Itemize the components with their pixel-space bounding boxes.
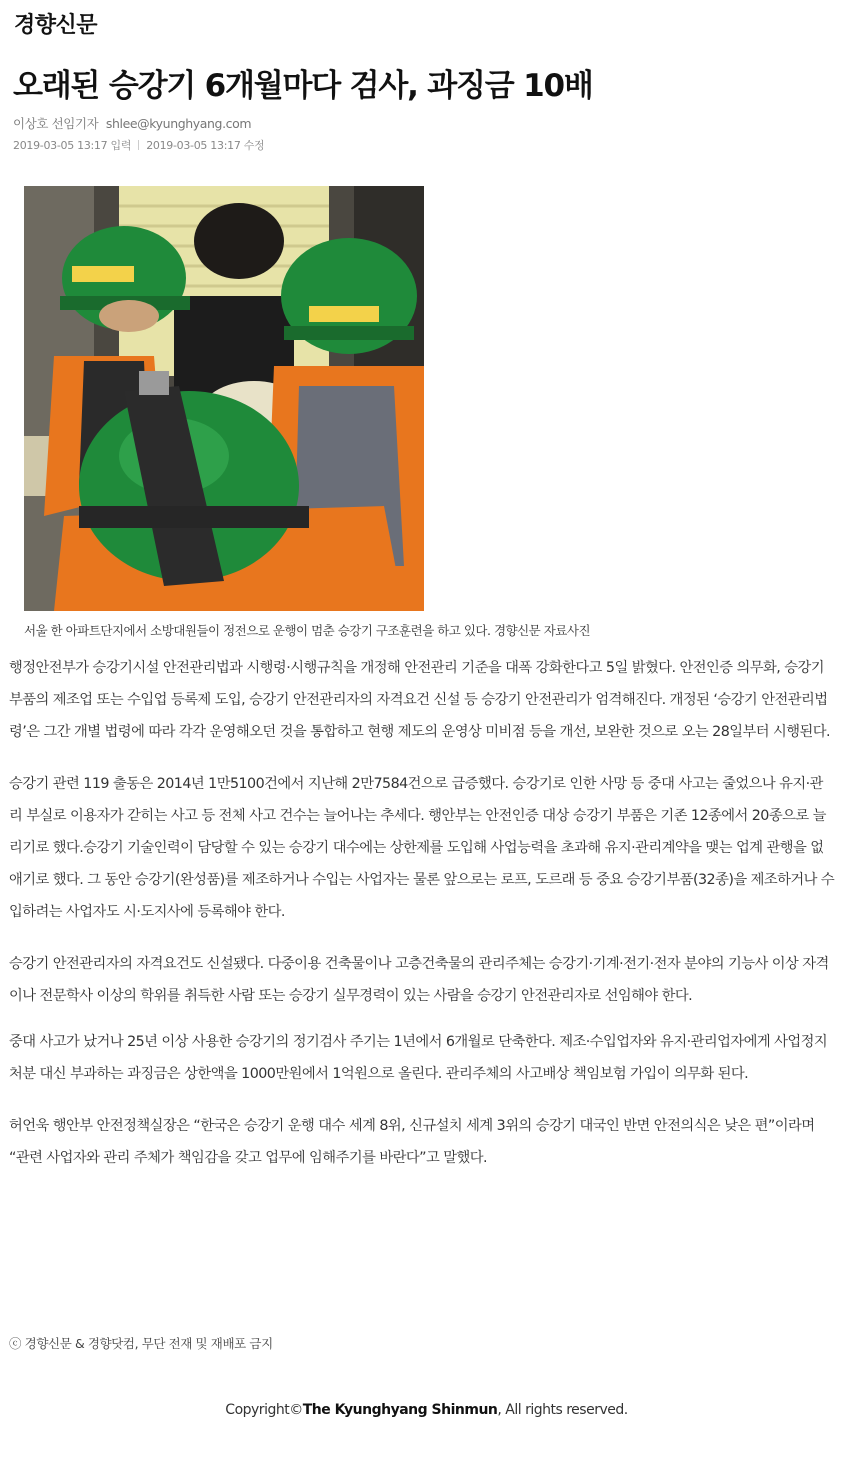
input-time: 2019-03-05 13:17 입력 <box>13 139 132 152</box>
modified-time: 2019-03-05 13:17 수정 <box>146 139 265 152</box>
reporter-name: 이상호 선임기자 <box>13 116 99 131</box>
article-body <box>9 652 835 1174</box>
reporter-email[interactable]: shlee@kyunghyang.com <box>105 116 252 131</box>
copyright-prefix: Copyright© <box>225 1402 303 1418</box>
article-paragraph: 승강기 안전관리자의 자격요건도 신설됐다. 다중이용 건축물이나 고층건축물의 관리주체는 승강기·기계·전기·전자 분야의 기능사 이상 자격이나 전문학사 이상의 학위를 취득한 사람 또는 승강기 실무경력이 있는 사람을 승강기 안전관리자로 선임해야 한다. <box>9 956 829 1004</box>
rescue-training-photo <box>24 186 424 611</box>
article-title: 오래된 승강기 6개월마다 검사, 과징금 10배 <box>13 68 593 104</box>
article-photo <box>24 186 424 611</box>
article-paragraph: 승강기 관련 119 출동은 2014년 1만5100건에서 지난해 2만7584건으로 급증했다. 승강기로 인한 사망 등 중대 사고는 줄었으나 유지·관리 부실로 이용자가 갇히는 사고 등 전체 사고 건수는 늘어나는 추세다. 행안부는 안전인증 대상 승강기 부품은 기존 12종에서 20종으로 늘리기로 했다.승강기 기술인력이 담당할 수 있는 승강기 대수에는 상한제를 도입해 사업능력을 초과해 유지·관리계약을 맺는 업계 관행을 없애기로 했다. 그 동안 승강기(완성품)를 제조하거나 수입는 사업자는 물론 앞으로는 로프, 도르래 등 중요 승강기부품(32종)을 제조하거나 수입하려는 사업자도 시·도지사에 등록해야 한다. <box>9 776 835 920</box>
article-paragraph: 중대 사고가 났거나 25년 이상 사용한 승강기의 정기검사 주기는 1년에서 6개월로 단축한다. 제조·수입업자와 유지·관리업자에게 사업정지 처분 대신 부과하는 과징금은 상한액을 1000만원에서 1억원으로 올린다. 관리주체의 사고배상 책임보험 가입이 의무화 된다. <box>9 1034 828 1082</box>
copyright-suffix: , All rights reserved. <box>497 1402 628 1418</box>
article-paragraph: 행정안전부가 승강기시설 안전관리법과 시행령·시행규칙을 개정해 안전관리 기준을 대폭 강화한다고 5일 밝혔다. 안전인증 의무화, 승강기부품의 제조업 또는 수입업 등록제 도입, 승강기 안전관리자의 자격요건 신설 등 승강기 안전관리가 엄격해진다. 개정된 ‘승강기 안전관리법령’은 그간 개별 법령에 따라 각각 운영해오던 것을 통합하고 현행 제도의 운영상 미비점 등을 개선, 보완한 것으로 오는 28일부터 시행된다. <box>9 660 831 740</box>
reprint-notice: ⓒ 경향신문 & 경향닷컴, 무단 전재 및 재배포 금지 <box>9 1336 273 1351</box>
copyright-company: The Kyunghyang Shinmun <box>302 1402 498 1418</box>
date-divider <box>138 140 139 150</box>
site-logo[interactable]: 경향신문 <box>14 12 98 38</box>
article-paragraph: 허언욱 행안부 안전정책실장은 “한국은 승강기 운행 대수 세계 8위, 신규설치 세계 3위의 승강기 대국인 반면 안전의식은 낮은 편”이라며 “관련 사업자와 관리 주체가 책임감을 갖고 업무에 임해주기를 바란다”고 말했다. <box>9 1118 815 1166</box>
site-copyright <box>0 1402 853 1418</box>
photo-caption: 서울 한 아파트단지에서 소방대원들이 정전으로 운행이 멈춘 승강기 구조훈련을 하고 있다. 경향신문 자료사진 <box>24 623 591 638</box>
article-dates <box>13 137 264 153</box>
byline <box>13 114 251 132</box>
